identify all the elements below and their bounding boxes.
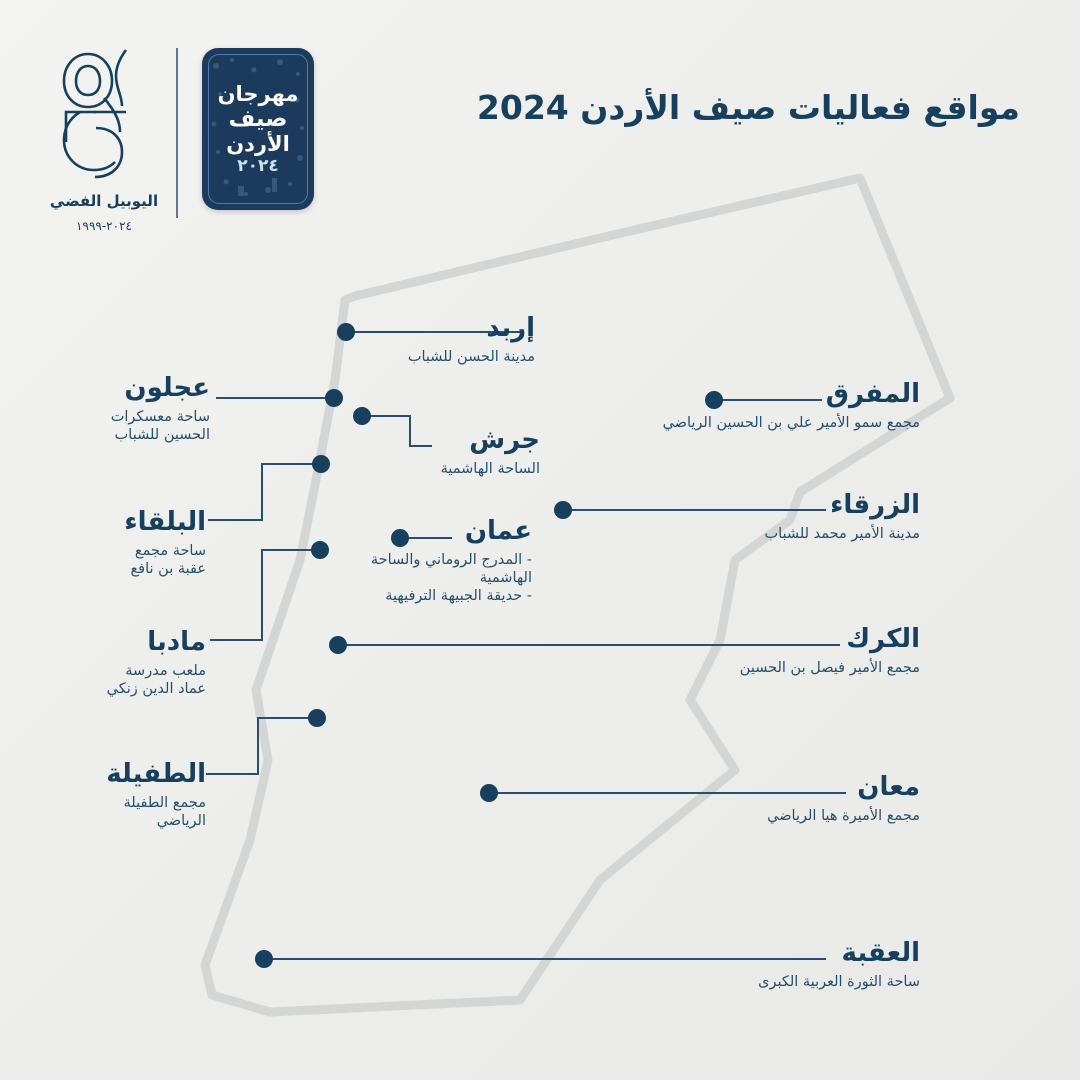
map-pin-karak[interactable] [329,636,347,654]
label-tafila: الطفيلة مجمع الطفيلة الرياضي [106,759,206,829]
badge-line-3: الأردن [226,131,290,156]
jubilee-years: ٢٠٢٤-١٩٩٩ [76,219,132,233]
jubilee-caption: اليوبيل الفضي [49,192,159,210]
map-pin-jerash[interactable] [353,407,371,425]
label-jerash: جرش الساحة الهاشمية [440,425,540,477]
map-pin-zarqa[interactable] [554,501,572,519]
label-amman: عمان - المدرج الروماني والساحة الهاشمية - حديقة الجبيهة الترفيهية [370,516,532,604]
label-irbid: إربد مدينة الحسن للشباب [407,313,535,365]
badge-line-2: صيف [228,105,288,132]
label-balqa: البلقاء ساحة مجمع عقبة بن نافع [124,507,206,577]
map-pin-aqaba[interactable] [255,950,273,968]
page-title: مواقع فعاليات صيف الأردن 2024 [476,88,1020,127]
map-pin-maan[interactable] [480,784,498,802]
label-karak: الكرك مجمع الأمير فيصل بن الحسين [739,624,920,676]
map-pin-balqa[interactable] [312,455,330,473]
label-maan: معان مجمع الأميرة هيا الرياضي [767,772,920,824]
label-madaba: مادبا ملعب مدرسة عماد الدين زنكي [106,627,206,697]
map-pin-ajloun[interactable] [325,389,343,407]
label-ajloun: عجلون ساحة معسكرات الحسين للشباب [110,373,210,443]
label-aqaba: العقبة ساحة الثورة العربية الكبرى [758,938,920,990]
badge-line-4: ٢٠٢٤ [237,155,279,176]
label-zarqa: الزرقاء مدينة الأمير محمد للشباب [764,490,920,542]
jordan-border [205,178,950,1012]
map-pin-tafila[interactable] [308,709,326,727]
map-pin-madaba[interactable] [311,541,329,559]
label-mafraq: المفرق مجمع سمو الأمير علي بن الحسين الرياضي [662,379,920,431]
map-pin-irbid[interactable] [337,323,355,341]
badge-line-1: مهرجان [217,81,299,106]
